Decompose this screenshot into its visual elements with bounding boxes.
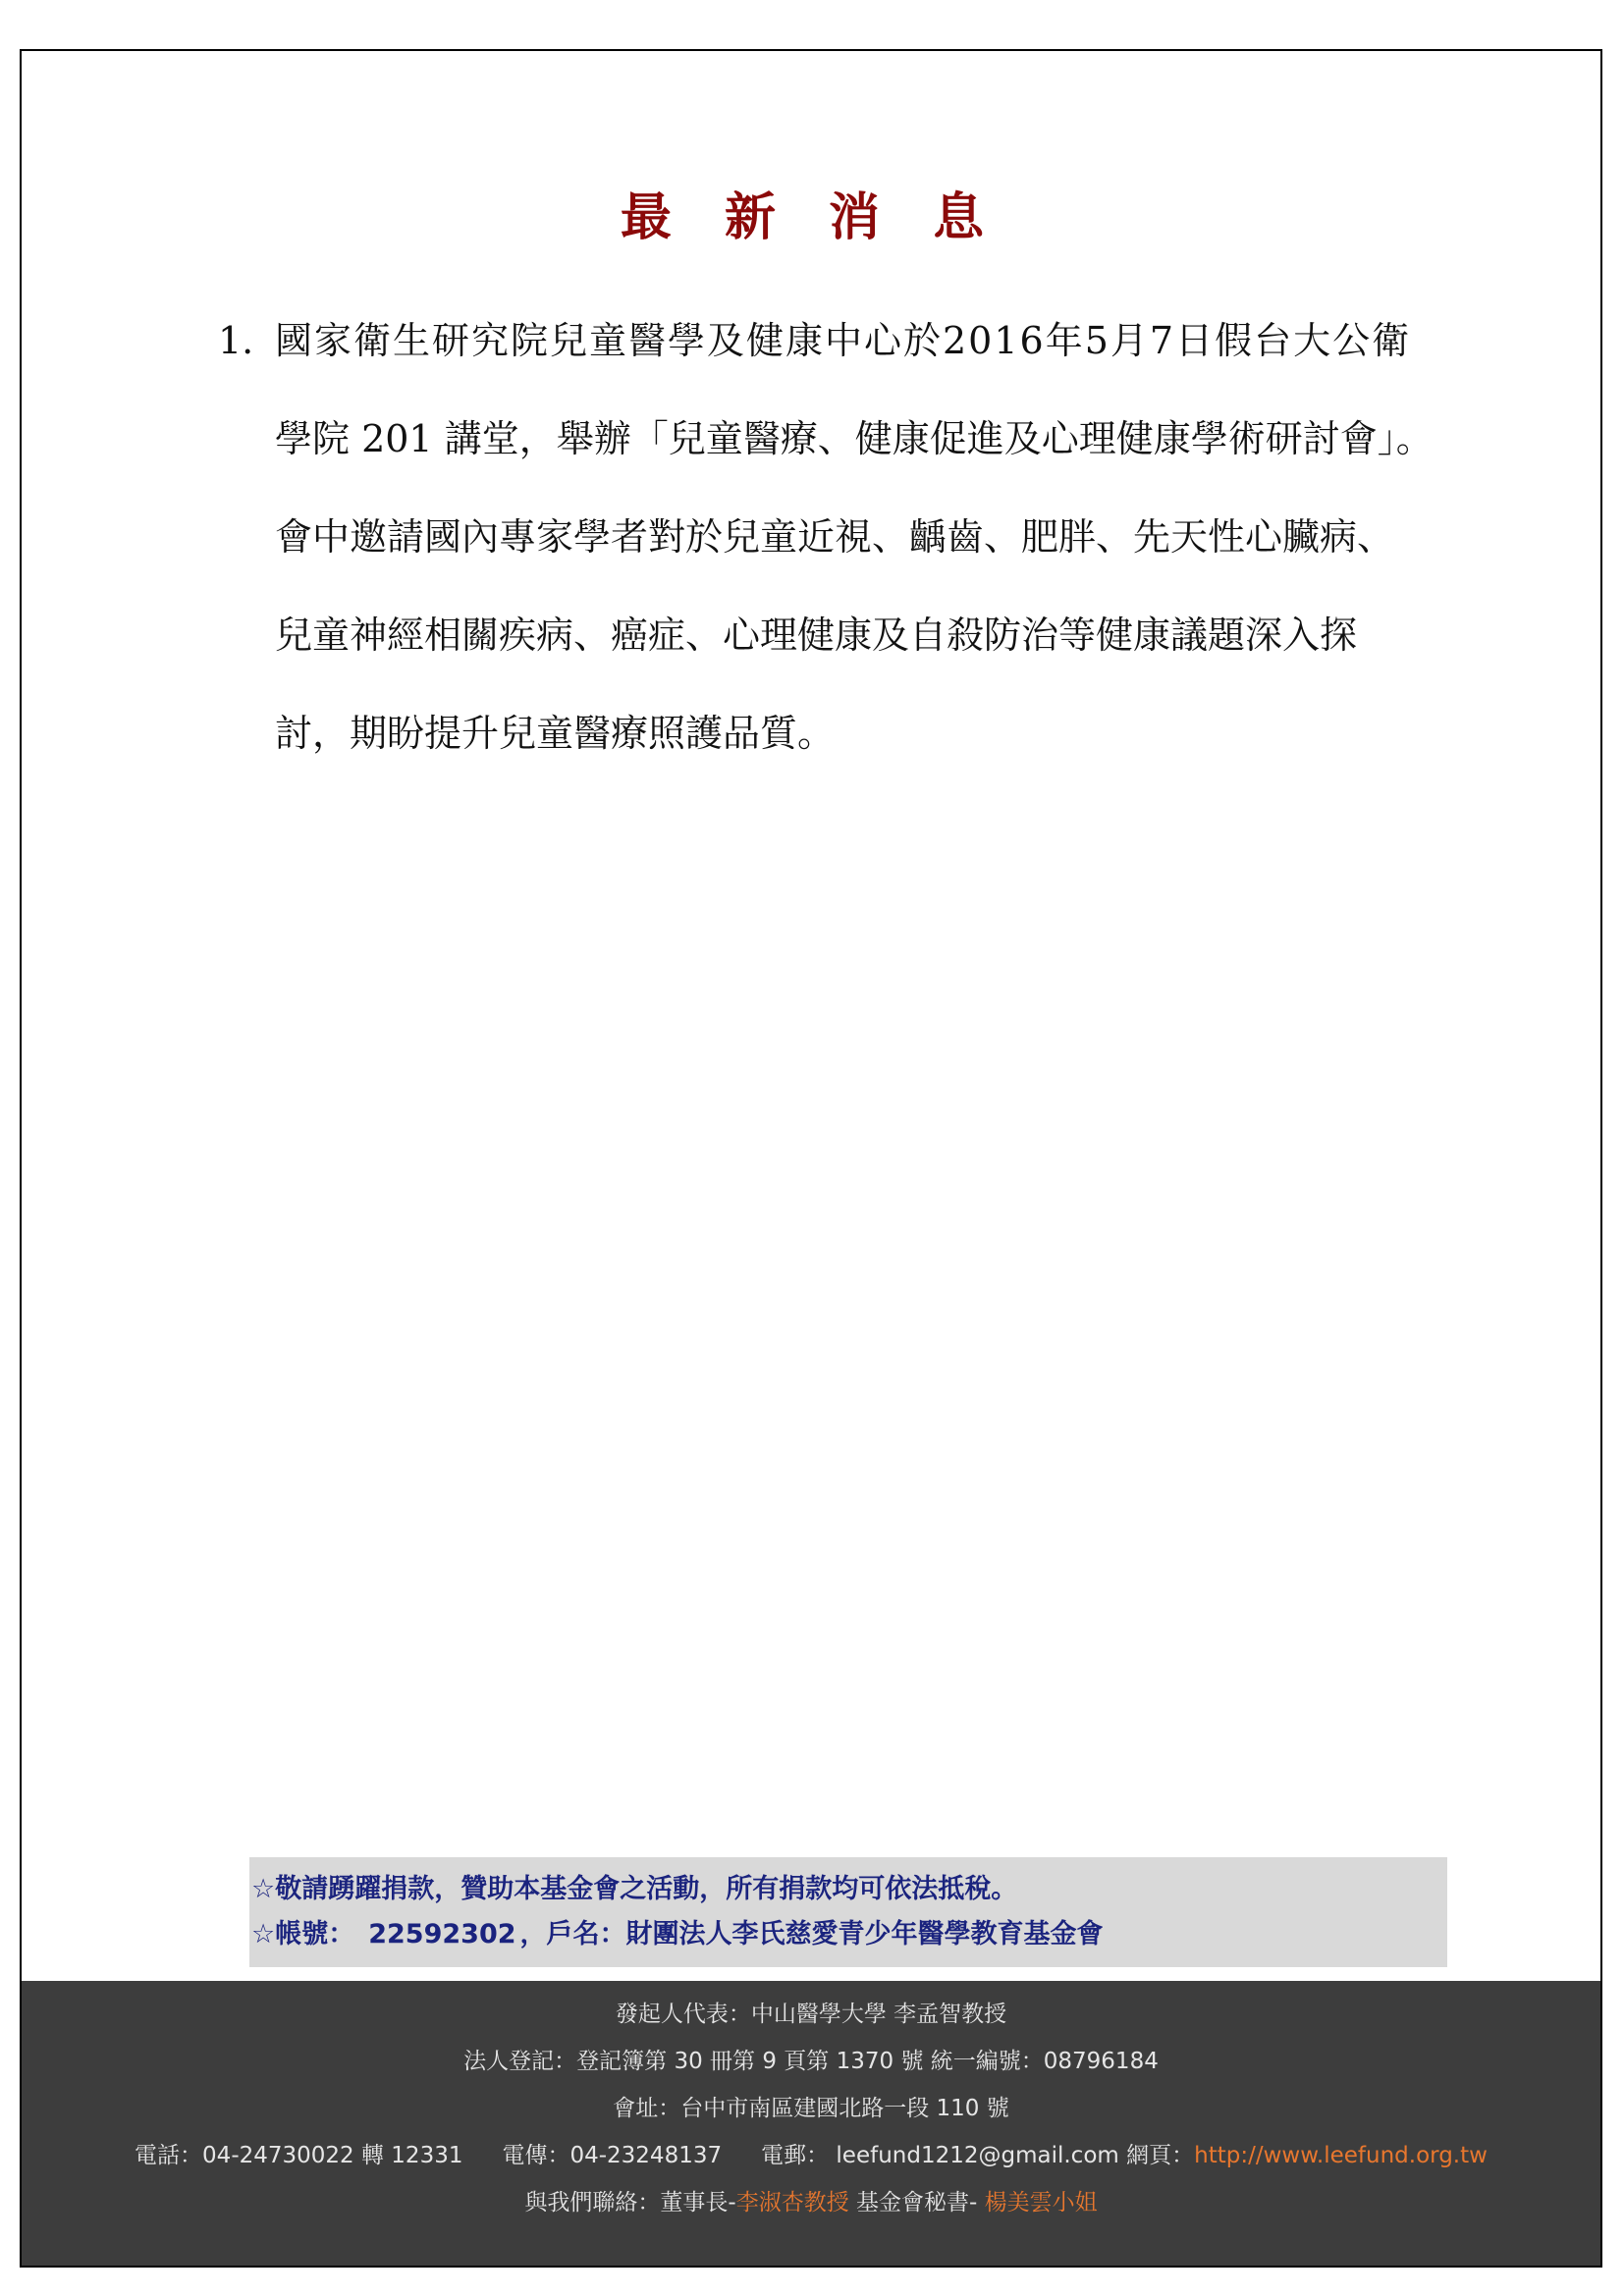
footer-fax: 電傳：04-23248137 [502,2143,723,2168]
donation-appeal [249,1867,1447,1912]
footer-registration: 法人登記：登記簿第 30 冊第 9 頁第 1370 號 統一編號：08796184 [463,2049,1159,2074]
footer-address: 會址：台中市南區建國北路一段 110 號 [613,2096,1009,2121]
account-label: 帳號： [275,1919,355,1949]
secretary-label: 基金會秘書- [848,2190,985,2216]
contact-prefix: 與我們聯絡：董事長- [524,2190,736,2216]
chairman-name: 李淑杏教授 [735,2190,849,2216]
footer [22,1981,1600,2268]
footer-email[interactable]: 電郵： leefund1212@gmail.com [761,2143,1119,2168]
account-number: 22592302 [368,1919,516,1949]
footer-web-label: 網頁： [1126,2143,1195,2168]
donation-box [249,1857,1447,1967]
news-line: 學院 201 講堂，舉辦「兒童醫療、健康促進及心理健康學術研討會」。 [275,417,1434,460]
footer-contact-us [22,2179,1600,2226]
star-icon: ☆ [251,1874,276,1904]
news-line: 國家衛生研究院兒童醫學及健康中心於2016年5月7日假台大公衛 [275,319,1412,362]
news-item-number: 1. [218,319,254,362]
page-title: 最 新 消 息 [620,188,1002,247]
secretary-name: 楊美雲小姐 [984,2190,1098,2216]
page-frame [20,49,1602,2268]
news-line: 會中邀請國內專家學者對於兒童近視、齲齒、肥胖、先天性心臟病、 [275,515,1395,559]
footer-web-link[interactable]: http://www.leefund.org.tw [1194,2143,1488,2168]
footer-founder: 發起人代表：中山醫學大學 李孟智教授 [615,2002,1007,2027]
donation-account [249,1912,1447,1957]
news-line: 討，期盼提升兒童醫療照護品質。 [275,712,836,755]
donation-appeal-text: 敬請踴躍捐款，贊助本基金會之活動，所有捐款均可依法抵稅。 [275,1874,1018,1904]
footer-contact-info [22,2132,1600,2179]
star-icon: ☆ [251,1919,276,1949]
footer-phone: 電話：04-24730022 轉 12331 [135,2143,463,2168]
account-name: ，戶名：財團法人李氏慈愛青少年醫學教育基金會 [519,1919,1104,1949]
news-line: 兒童神經相關疾病、癌症、心理健康及自殺防治等健康議題深入探 [275,614,1358,657]
news-item-body [275,292,1542,782]
